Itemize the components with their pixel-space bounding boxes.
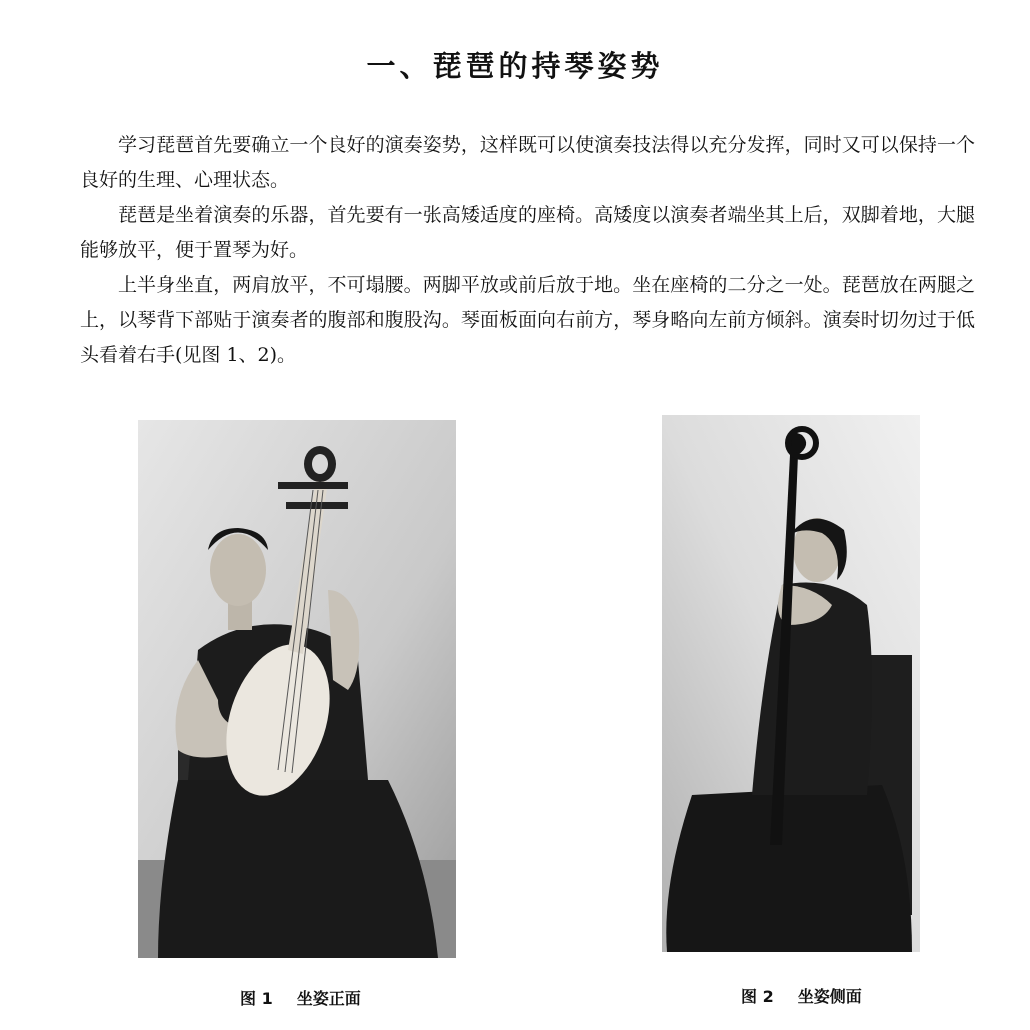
figure-2-number: 图 2 xyxy=(741,987,774,1006)
figure-1-number: 图 1 xyxy=(240,989,273,1008)
paragraph: 上半身坐直，两肩放平，不可塌腰。两脚平放或前后放于地。坐在座椅的二分之一处。琵琶放在两腿之上，以琴背下部贴于演奏者的腹部和腹股沟。琴面板面向右前方，琴身略向左前方倾斜。演奏时切勿过于低头看着右手(见图 1、2)。 xyxy=(80,274,975,366)
paragraph: 学习琵琶首先要确立一个良好的演奏姿势，这样既可以使演奏技法得以充分发挥，同时又可以保持一个良好的生理、心理状态。 xyxy=(80,134,975,191)
figure-1-caption xyxy=(240,986,361,1009)
figure-1-photo xyxy=(138,420,456,958)
page-title: 一、琵琶的持琴姿势 xyxy=(366,49,664,83)
figure-2-caption xyxy=(741,984,862,1007)
figure-2-caption-text: 坐姿侧面 xyxy=(797,987,862,1006)
paragraph: 琵琶是坐着演奏的乐器，首先要有一张高矮适度的座椅。高矮度以演奏者端坐其上后，双脚着地，大腿能够放平，便于置琴为好。 xyxy=(80,204,975,261)
body-text xyxy=(80,128,975,373)
figure-2-photo xyxy=(662,415,920,952)
figure-1-caption-text: 坐姿正面 xyxy=(296,989,361,1008)
